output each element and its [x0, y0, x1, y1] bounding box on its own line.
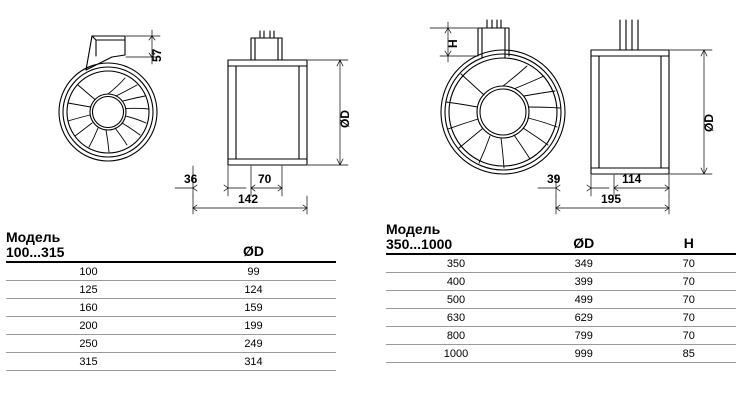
- dim-label-195: 195: [601, 192, 622, 206]
- cell-model: 315: [6, 353, 171, 371]
- dim-label-114: 114: [622, 172, 642, 186]
- spec-table-right: [386, 222, 736, 363]
- table-right-header-model-line1: Модель: [386, 221, 441, 237]
- cell-diameter: 159: [171, 299, 336, 317]
- table-right-header-height: H: [642, 222, 737, 254]
- dim-label-70: 70: [258, 172, 272, 186]
- table-row: [6, 317, 336, 335]
- cell-model: 250: [6, 335, 171, 353]
- table-row: [386, 345, 736, 363]
- dim-label-39: 39: [547, 172, 561, 186]
- dim-label-142: 142: [238, 192, 259, 206]
- table-left-header-diameter: ØD: [171, 230, 336, 262]
- table-left-header-model: [6, 230, 171, 262]
- right-side-view: [591, 20, 669, 174]
- cell-diameter: 999: [526, 345, 642, 363]
- dim-label-57: 57: [150, 48, 164, 62]
- table-row: [6, 281, 336, 299]
- cell-model: 400: [386, 273, 526, 291]
- dim-label-diameter-right: ØD: [702, 114, 716, 132]
- cell-model: 125: [6, 281, 171, 299]
- table-row: [6, 335, 336, 353]
- table-row: [386, 254, 736, 273]
- cell-diameter: 499: [526, 291, 642, 309]
- table-row: [386, 309, 736, 327]
- cell-height: 85: [642, 345, 737, 363]
- cell-model: 800: [386, 327, 526, 345]
- right-dim-diameter: [670, 50, 712, 174]
- cell-model: 500: [386, 291, 526, 309]
- cell-model: 1000: [386, 345, 526, 363]
- table-left-header-model-line2: 100...315: [6, 243, 65, 260]
- cell-diameter: 629: [526, 309, 642, 327]
- cell-diameter: 199: [171, 317, 336, 335]
- table-right-header-diameter: ØD: [526, 222, 642, 254]
- cell-model: 200: [6, 317, 171, 335]
- cell-diameter: 399: [526, 273, 642, 291]
- spec-table-left-container: [6, 230, 336, 371]
- cell-diameter: 249: [171, 335, 336, 353]
- cell-model: 350: [386, 254, 526, 273]
- table-row: [6, 353, 336, 371]
- cell-model: 630: [386, 309, 526, 327]
- cell-diameter: 314: [171, 353, 336, 371]
- dim-label-diameter-left: ØD: [338, 110, 352, 128]
- spec-table-left: [6, 230, 336, 371]
- cell-diameter: 99: [171, 262, 336, 281]
- left-front-view: [59, 36, 157, 161]
- spec-table-right-container: [386, 222, 736, 363]
- cell-height: 70: [642, 309, 737, 327]
- table-row: [386, 291, 736, 309]
- table-right-header-model-line2: 350...1000: [386, 235, 453, 252]
- cell-model: 100: [6, 262, 171, 281]
- table-row: [386, 327, 736, 345]
- cell-height: 70: [642, 291, 737, 309]
- cell-diameter: 799: [526, 327, 642, 345]
- dim-label-H: H: [446, 39, 460, 48]
- table-row: [6, 299, 336, 317]
- cell-height: 70: [642, 273, 737, 291]
- cell-diameter: 349: [526, 254, 642, 273]
- left-side-view: [228, 31, 307, 165]
- table-left-header-model-line1: Модель: [6, 229, 61, 245]
- table-row: [386, 273, 736, 291]
- cell-height: 70: [642, 254, 737, 273]
- cell-model: 160: [6, 299, 171, 317]
- dim-label-36: 36: [184, 172, 198, 186]
- cell-diameter: 124: [171, 281, 336, 299]
- table-row: [6, 262, 336, 281]
- cell-height: 70: [642, 327, 737, 345]
- table-right-header-model: [386, 222, 526, 254]
